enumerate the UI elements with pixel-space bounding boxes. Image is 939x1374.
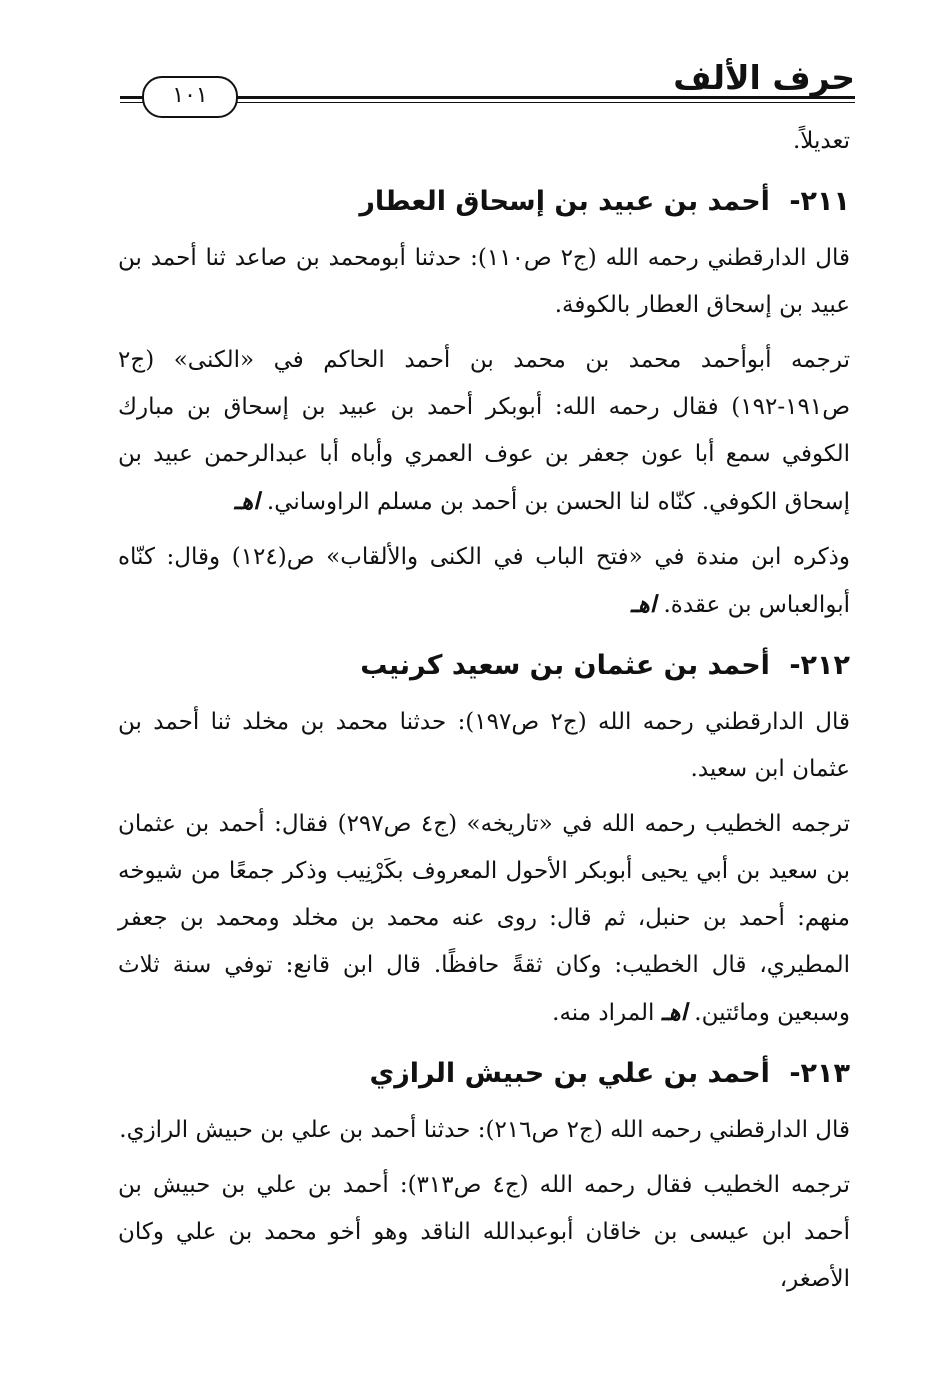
paragraph (118, 534, 850, 629)
page-header (120, 58, 855, 108)
entry-number: ٢١١- (789, 186, 850, 217)
paragraph: قال الدارقطني رحمه الله (ج٢ ص٢١٦): حدثنا أحمد بن علي بن حبيش الرازي. (119, 1117, 850, 1143)
chapter-title: حرف الألف (673, 58, 855, 97)
paragraph-end-mark: اهـ (661, 999, 687, 1026)
paragraph-text: ترجمه أبوأحمد محمد بن محمد بن أحمد الحاكم في «الكنى» (ج٢ ص١٩١-١٩٢) فقال رحمه الله: أبوبكر أحمد بن عبيد بن إسحاق بن مبارك الكوفي سمع أبا عون جعفر بن عوف العمري وأباه أبا عبدالرحمن عبيد بن إسحاق الكوفي. كنّاه لنا الحسن بن أحمد بن مسلم الراوساني. (118, 347, 850, 515)
paragraph-text: ترجمه الخطيب رحمه الله في «تاريخه» (ج٤ ص٢٩٧) فقال: أحمد بن عثمان بن سعيد بن أبي يحيى أبوبكر الأحول المعروف بكَرْنِيب وذكر جمعًا من شيوخه منهم: أحمد بن حنبل، ثم قال: روى عنه محمد بن مخلد ومحمد بن جعفر المطيري، قال الخطيب: وكان ثقةً حافظًا. قال ابن قانع: توفي سنة ثلاث وسبعين ومائتين. (118, 811, 850, 1026)
paragraph: ترجمه الخطيب فقال رحمه الله (ج٤ ص٣١٣): أحمد بن علي بن حبيش بن أحمد ابن عيسى بن خاقان أبوعبدالله الناقد وهو أخو محمد بن علي وكان الأصغر، (118, 1172, 850, 1292)
paragraph-text: وذكره ابن مندة في «فتح الباب في الكنى والألقاب» ص(١٢٤) وقال: كنّاه أبوالعباس بن عقدة. (118, 544, 850, 618)
entry-heading (118, 641, 850, 691)
paragraph-end-mark: اهـ (630, 591, 657, 618)
page-number: ١٠١ (142, 76, 238, 118)
paragraph-end-mark: اهـ (234, 488, 260, 515)
paragraph: تعديلاً. (792, 128, 850, 154)
entry-heading (118, 177, 850, 227)
paragraph: قال الدارقطني رحمه الله (ج٢ ص١١٠): حدثنا أبومحمد بن صاعد ثنا أحمد بن عبيد بن إسحاق العطار بالكوفة. (118, 245, 851, 318)
entry-number: ٢١٢- (789, 650, 850, 681)
header-rule (230, 102, 855, 103)
page-body (118, 118, 850, 1311)
paragraph (118, 337, 850, 526)
paragraph: قال الدارقطني رحمه الله (ج٢ ص١٩٧): حدثنا محمد بن مخلد ثنا أحمد بن عثمان ابن سعيد. (118, 709, 851, 782)
entry-name: أحمد بن عبيد بن إسحاق العطار (359, 186, 770, 217)
entry-heading (118, 1049, 850, 1099)
entry-number: ٢١٣- (789, 1058, 850, 1089)
paragraph (118, 801, 850, 1037)
entry-name: أحمد بن عثمان بن سعيد كرنيب (360, 650, 770, 681)
paragraph-text: المراد منه. (552, 1000, 655, 1026)
entry-name: أحمد بن علي بن حبيش الرازي (369, 1058, 770, 1089)
